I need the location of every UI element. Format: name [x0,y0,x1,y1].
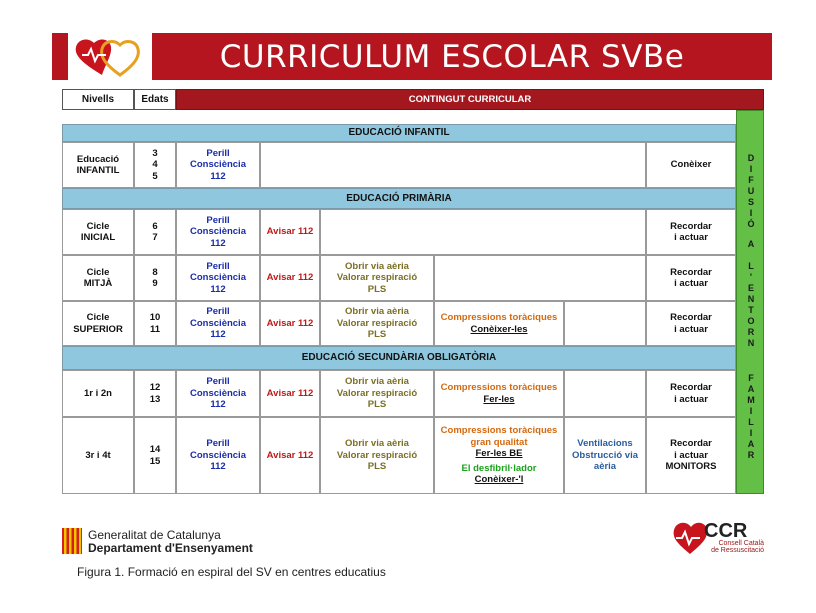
perill-line: 112 [210,283,226,295]
level-line: Cicle [86,220,110,232]
ages-cell [134,142,176,188]
ages-cell [134,301,176,346]
level-cell [62,370,134,417]
obrir-cell [320,370,434,417]
perill-line: 112 [210,237,226,249]
ccr-subtitle [704,540,764,554]
perill-cell [176,255,260,301]
ventilacions-line: Obstrucció via [572,449,638,461]
ages-cell [134,255,176,301]
perill-line: Perill [206,214,230,226]
action-line: i actuar [674,232,708,243]
avisar-cell: Avisar 112 [260,370,320,417]
level-line: INFANTIL [76,165,120,176]
desfibril-line: El desfibril·lador [461,462,537,474]
empty-cell [564,370,646,417]
action-line: Recordar [670,312,712,323]
section-secundaria: EDUCACIÓ SECUNDÀRIA OBLIGATÒRIA [62,346,736,370]
compressions-line: Fer-les [483,393,515,405]
compressions-cell [434,301,564,346]
ccr-sub-line: Consell Català [718,540,764,547]
perill-line: Consciència [190,317,246,329]
action-line: Recordar [670,266,712,278]
side-letter: N [747,338,755,348]
age-value: 7 [152,232,158,243]
side-letter: L [748,417,754,427]
action-cell [646,255,736,301]
compressions-line: gran qualitat [470,436,528,448]
compressions-line: Compressions toràciques [440,312,558,323]
obrir-line: Valorar respiració [336,387,418,399]
level-line: 1r i 2n [84,387,112,399]
level-line: 3r i 4t [85,449,111,461]
col-header-nivells: Nivells [62,89,134,110]
age-value: 4 [152,159,158,171]
level-cell [62,417,134,494]
side-letter: L [748,261,754,271]
action-line: MONITORS [665,461,717,473]
compressions-cell [434,417,564,494]
ages-cell [134,209,176,255]
side-letter: I [749,406,753,416]
level-line: INICIAL [80,232,116,243]
age-value: 13 [149,393,161,405]
side-letter: F [748,373,754,383]
side-letter: N [747,294,755,304]
action-line: i actuar [674,449,708,461]
empty-cell [260,142,646,188]
desfibril-line: Conèixer-'l [474,474,524,486]
age-value: 10 [149,312,161,323]
action-cell [646,301,736,346]
obrir-line: Obrir via aèria [345,376,409,388]
compressions-cell [434,370,564,417]
obrir-line: PLS [367,329,387,341]
compressions-line: Compressions toràciques [440,425,558,437]
section-infantil: EDUCACIÓ INFANTIL [62,124,736,142]
perill-cell [176,301,260,346]
level-line: Educació [76,153,120,165]
side-letter: A [747,439,755,449]
age-value: 9 [152,278,158,289]
obrir-line: Obrir via aèria [345,438,409,450]
col-header-contingut: CONTINGUT CURRICULAR [176,89,764,110]
age-value: 14 [149,444,161,455]
obrir-line: Valorar respiració [336,449,418,461]
side-letter: I [749,208,753,218]
ventilacions-line: Ventilacions [577,438,633,450]
action-cell [646,370,736,417]
perill-cell [176,370,260,417]
age-value: 5 [152,170,158,182]
ages-cell [134,417,176,494]
action-line: Recordar [670,220,712,232]
age-value: 6 [152,220,158,232]
perill-line: Perill [206,260,230,272]
perill-line: Consciència [190,449,246,461]
age-value: 15 [149,455,161,467]
obrir-line: Valorar respiració [336,317,418,329]
level-cell [62,142,134,188]
side-letter: D [747,153,755,163]
side-letter: Ó [747,219,755,229]
page-title: CURRICULUM ESCOLAR SVBe [219,39,685,75]
side-letter: U [747,186,755,196]
action-line: Conèixer [670,159,712,171]
empty-cell [564,301,646,346]
side-letter: A [747,239,755,249]
perill-line: Perill [206,306,230,318]
title-banner [52,33,772,80]
generalitat-logo-icon [62,528,82,554]
side-letter: I [749,164,753,174]
age-value: 8 [152,266,158,278]
action-line: Recordar [670,438,712,450]
perill-line: Consciència [190,272,246,284]
ccr-logo-text: CCR [704,520,748,542]
action-cell [646,209,736,255]
action-cell [646,417,736,494]
perill-line: Perill [206,438,230,450]
avisar-cell: Avisar 112 [260,209,320,255]
side-letter: F [748,175,754,185]
perill-cell [176,209,260,255]
side-letter: I [749,428,753,438]
section-primaria: EDUCACIÓ PRIMÀRIA [62,188,736,209]
action-line: Recordar [670,382,712,393]
obrir-cell [320,417,434,494]
difusio-column [736,110,764,494]
ventilacions-line: aèria [593,461,617,473]
age-value: 11 [149,323,161,335]
avisar-cell: Avisar 112 [260,301,320,346]
obrir-line: PLS [367,461,387,473]
perill-line: 112 [210,170,226,182]
obrir-line: Valorar respiració [336,272,418,284]
compressions-line: Conèixer-les [470,323,528,335]
age-value: 12 [149,382,161,393]
side-letter: A [747,384,755,394]
avisar-cell: Avisar 112 [260,255,320,301]
perill-line: 112 [210,461,226,473]
perill-line: 112 [210,329,226,341]
side-letter: R [747,450,755,460]
action-cell [646,142,736,188]
generalitat-line1: Generalitat de Catalunya [88,528,221,542]
empty-cell [320,209,646,255]
obrir-line: PLS [367,283,387,295]
action-line: i actuar [674,278,708,289]
col-header-edats: Edats [134,89,176,110]
perill-line: Consciència [190,159,246,171]
obrir-cell [320,301,434,346]
age-value: 3 [152,147,158,159]
level-line: Cicle [86,266,110,278]
obrir-line: Obrir via aèria [345,306,409,318]
ventilacions-cell [564,417,646,494]
perill-line: Perill [206,147,230,159]
ccr-sub-line: de Ressuscitació [711,547,764,554]
side-letter: S [747,197,754,207]
side-letter: E [747,283,754,293]
heart-logo [68,33,152,80]
level-cell [62,301,134,346]
perill-cell [176,417,260,494]
perill-line: Perill [206,376,230,388]
compressions-line: Compressions toràciques [440,382,558,393]
obrir-line: Obrir via aèria [345,260,409,272]
action-line: i actuar [674,393,708,405]
side-letter: ' [749,272,753,282]
figure-caption: Figura 1. Formació en espiral del SV en centres educatius [77,565,386,579]
level-cell [62,255,134,301]
empty-cell [434,255,646,301]
level-line: MITJÀ [83,278,113,289]
obrir-cell [320,255,434,301]
side-letter: O [747,316,755,326]
action-line: i actuar [674,323,708,335]
perill-line: Consciència [190,387,246,399]
perill-line: Consciència [190,226,246,238]
perill-cell [176,142,260,188]
compressions-line: Fer-les BE [475,448,523,460]
level-cell [62,209,134,255]
level-line: Cicle [86,312,110,323]
ages-cell [134,370,176,417]
generalitat-line2: Departament d'Ensenyament [88,541,253,555]
side-letter: M [747,395,755,405]
avisar-cell: Avisar 112 [260,417,320,494]
side-letter: T [748,305,754,315]
level-line: SUPERIOR [73,323,123,335]
hearts-icon [72,35,150,79]
side-letter: R [747,327,755,337]
perill-line: 112 [210,399,226,411]
generalitat-text [88,529,253,555]
obrir-line: PLS [367,399,387,411]
